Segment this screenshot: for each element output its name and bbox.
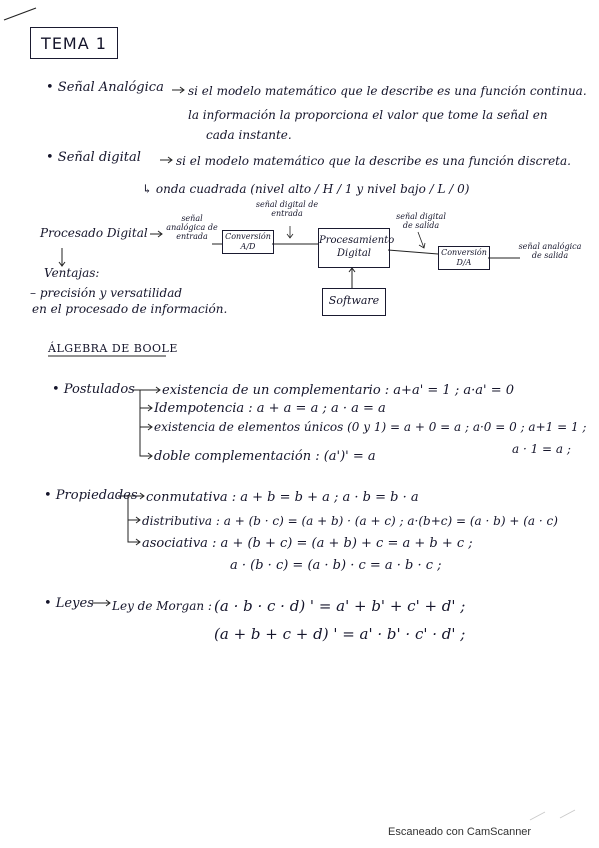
digital-def-line1: si el modelo matemático que la describe es una función discreta. <box>176 154 571 168</box>
software-box <box>322 288 386 316</box>
propiedad-item-1: conmutativa : a + b = b + a ; a · b = b · a <box>146 490 419 505</box>
postulado-item-3: existencia de elementos únicos (0 y 1) = a + 0 = a ; a·0 = 0 ; a+1 = 1 ; <box>154 420 587 434</box>
propiedad-item-3: asociativa : a + (b + c) = (a + b) + c = a + b + c ; <box>142 536 473 551</box>
analog-signal-label: • Señal Analógica <box>46 80 164 95</box>
analog-def-line2: la información la proporciona el valor que tome la señal en <box>188 108 548 122</box>
algebra-title: ÁLGEBRA DE BOOLE <box>48 342 178 355</box>
ad-converter-box <box>222 230 274 254</box>
postulados-label: • Postulados <box>52 382 135 397</box>
propiedad-item-2: distributiva : a + (b · c) = (a + b) · (a + c) ; a·(b+c) = (a · b) + (a · c) <box>142 514 558 528</box>
software-label: Software <box>328 294 380 307</box>
postulado-item-2: Idempotencia : a + a = a ; a · a = a <box>154 401 386 416</box>
processing-box <box>318 228 395 268</box>
digital-output-label: señal digital de salida <box>396 212 446 230</box>
tema-title-box <box>30 27 118 59</box>
postulado-item-4: doble complementación : (a')' = a <box>154 449 376 464</box>
leyes-label: • Leyes <box>44 596 94 611</box>
analog-output-label: señal analógica de salida <box>518 242 582 260</box>
analog-def-line3: cada instante. <box>206 128 292 142</box>
morgan-eq-1: (a · b · c · d) ' = a' + b' + c' + d' ; <box>214 597 466 615</box>
da-converter-box <box>438 246 490 270</box>
ventajas-line2: en el procesado de información. <box>32 302 228 316</box>
processing-label: Procesamiento Digital <box>319 235 395 259</box>
camscanner-watermark: Escaneado con CamScanner <box>388 826 532 838</box>
propiedad-extra: a · (b · c) = (a · b) · c = a · b · c ; <box>230 558 442 573</box>
postulado-extra: a · 1 = a ; <box>512 442 571 456</box>
digital-processing-label: Procesado Digital <box>40 226 148 240</box>
morgan-eq-2: (a + b + c + d) ' = a' · b' · c' · d' ; <box>214 625 466 643</box>
postulado-item-1: existencia de un complementario : a+a' = 1 ; a·a' = 0 <box>162 383 514 398</box>
tema-title: TEMA 1 <box>41 34 107 53</box>
digital-input-label: señal digital de entrada <box>255 200 319 218</box>
digital-def-line2: ↳ onda cuadrada (nivel alto / H / 1 y nivel bajo / L / 0) <box>142 182 470 196</box>
analog-input-label: señal analógica de entrada <box>166 214 218 241</box>
ad-converter-label: Conversión A/D <box>225 232 271 251</box>
morgan-law-label: Ley de Morgan : <box>112 599 212 613</box>
ventajas-label: Ventajas: <box>44 266 100 280</box>
da-converter-label: Conversión D/A <box>441 248 487 267</box>
ventajas-line1: – precisión y versatilidad <box>30 286 183 300</box>
digital-signal-label: • Señal digital <box>46 150 141 165</box>
analog-def-line1: si el modelo matemático que le describe es una función continua. <box>188 84 587 98</box>
propiedades-label: • Propiedades <box>44 488 138 503</box>
